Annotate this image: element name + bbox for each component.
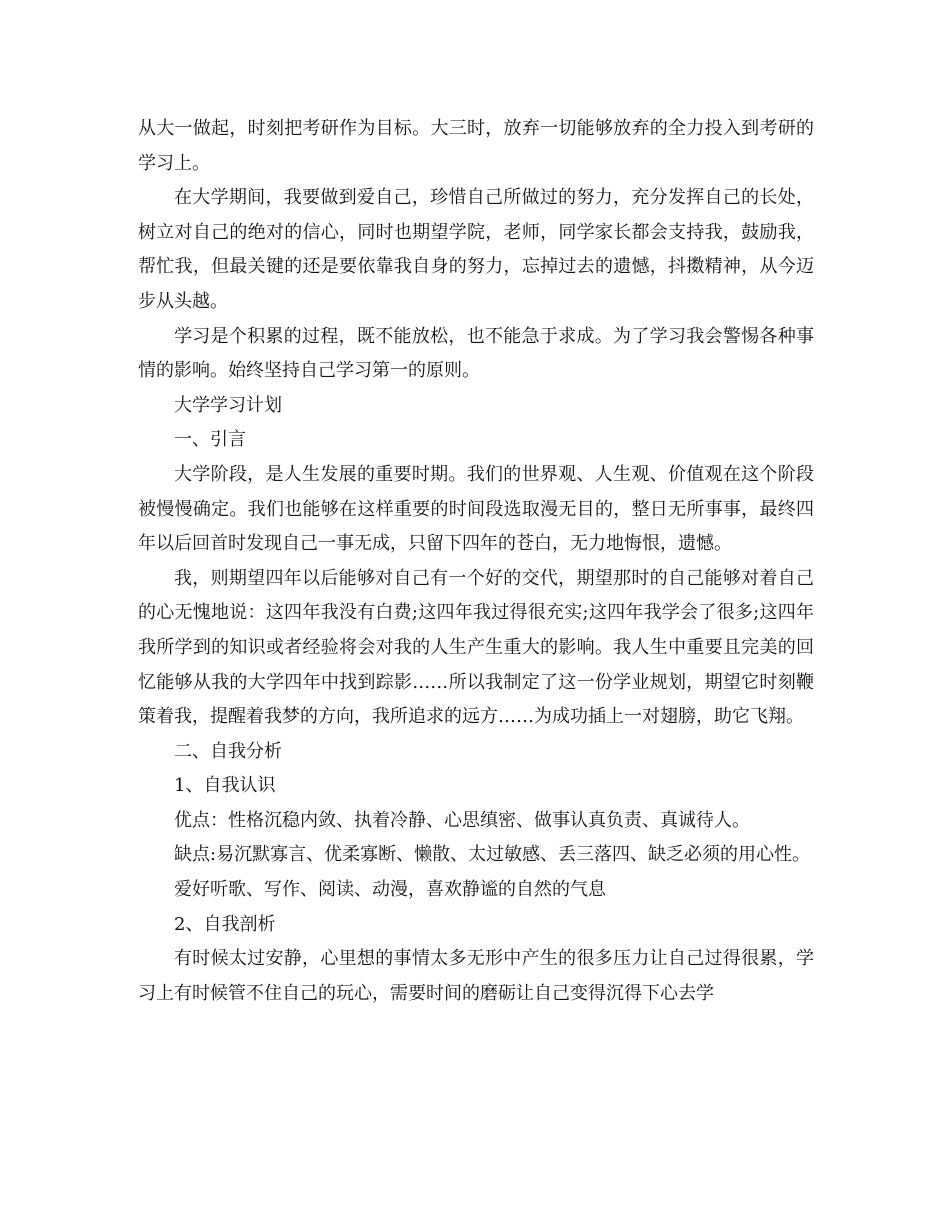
paragraph-hobbies: 爱好听歌、写作、阅读、动漫，喜欢静谧的自然的气息 xyxy=(174,879,606,901)
section-title-study-plan: 大学学习计划 xyxy=(174,394,282,416)
document-body xyxy=(138,112,814,1011)
paragraph-kaoyan-goal: 从大一做起，时刻把考研作为目标。大三时，放弃一切能够放弃的全力投入到考研的学习上。 xyxy=(138,118,814,174)
subheading-self-reflection: 2、自我剖析 xyxy=(174,913,276,935)
paragraph-university-stage: 大学阶段，是人生发展的重要时期。我们的世界观、人生观、价值观在这个阶段被慢慢确定。我们也能够在这样重要的时间段选取漫无目的，整日无所事事，最终四年以后回首时发现自己一事无成，只留下四年的苍白，无力地悔恨，遗憾。 xyxy=(138,463,814,555)
paragraph-love-yourself: 在大学期间，我要做到爱自己，珍惜自己所做过的努力，充分发挥自己的长处，树立对自己的绝对的信心，同时也期望学院，老师，同学家长都会支持我，鼓励我，帮忙我，但最关键的还是要依靠我自身的努力，忘掉过去的遗憾，抖擞精神，从今迈步从头越。 xyxy=(138,187,814,312)
paragraph-expectation: 我，则期望四年以后能够对自己有一个好的交代，期望那时的自己能够对着自己的心无愧地说：这四年我没有白费;这四年我过得很充实;这四年我学会了很多;这四年我所学到的知识或者经验将会对我的人生产生重大的影响。我人生中重要且完美的回忆能够从我的大学四年中找到踪影……所以我制定了这一份学业规划，期望它时刻鞭策着我，提醒着我梦的方向，我所追求的远方……为成功插上一对翅膀，助它飞翔。 xyxy=(138,567,814,728)
subheading-self-awareness: 1、自我认识 xyxy=(174,775,276,797)
paragraph-strengths: 优点：性格沉稳内敛、执着冷静、心思缜密、做事认真负责、真诚待人。 xyxy=(174,809,750,831)
paragraph-reflection: 有时候太过安静，心里想的事情太多无形中产生的很多压力让自己过得很累，学习上有时候管不住自己的玩心，需要时间的磨砺让自己变得沉得下心去学 xyxy=(138,948,814,1004)
heading-self-analysis: 二、自我分析 xyxy=(174,740,282,762)
paragraph-weaknesses: 缺点:易沉默寡言、优柔寡断、懒散、太过敏感、丢三落四、缺乏必须的用心性。 xyxy=(174,844,811,866)
paragraph-accumulation: 学习是个积累的过程，既不能放松，也不能急于求成。为了学习我会警惕各种事情的影响。始终坚持自己学习第一的原则。 xyxy=(138,325,814,382)
heading-introduction: 一、引言 xyxy=(174,429,246,451)
